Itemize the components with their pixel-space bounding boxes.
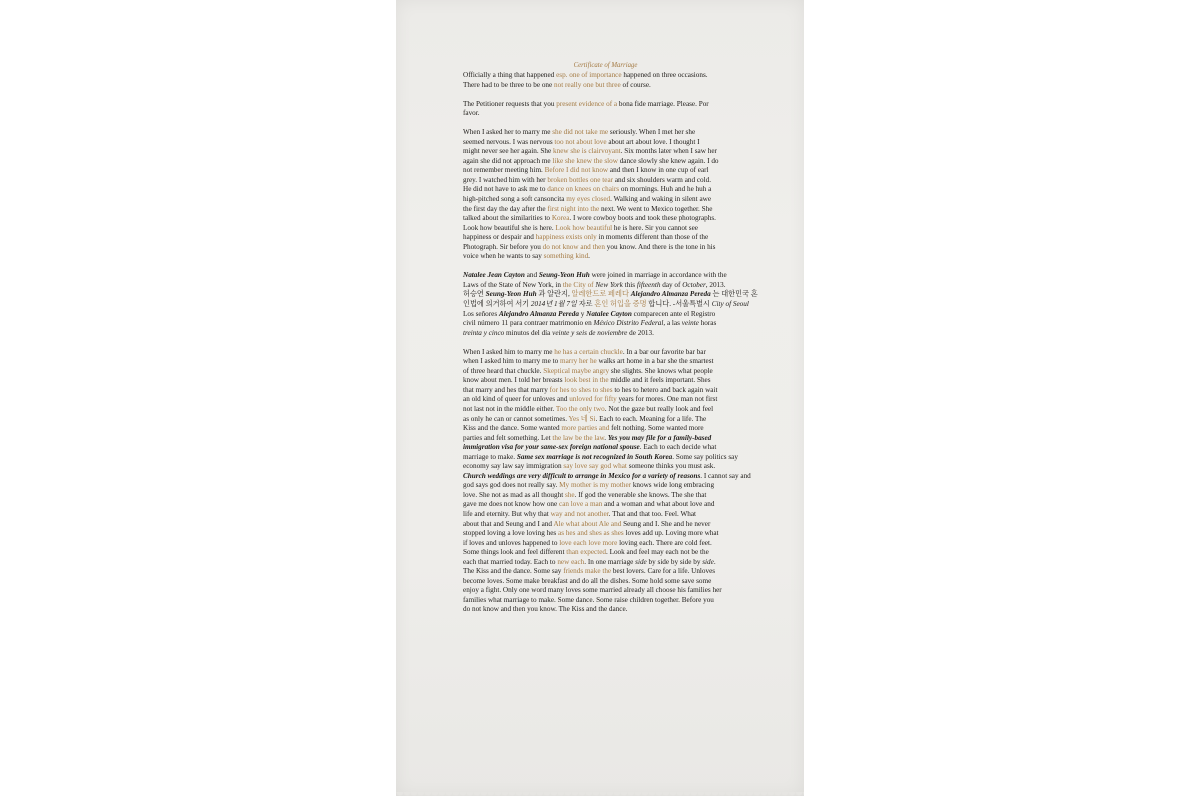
text-line [463,434,748,444]
text-line [463,243,748,253]
text-segment: happiness or despair and [463,233,536,242]
gold-text-segment: broken bottles one tear [547,175,614,184]
text-line [463,71,748,81]
gold-text-segment: Korea [551,214,570,223]
text-segment: gave me does not know how one [463,500,560,509]
gold-text-segment: Skeptical maybe angry [543,366,610,375]
text-segment: . [588,252,590,261]
text-segment: god says god does not really say. [463,481,560,490]
text-line [463,329,748,339]
text-segment: and [524,271,539,280]
text-segment: in moments different than those of the [596,233,709,242]
text-line [463,481,748,491]
gold-text-segment: say love say god what [563,462,627,471]
text-line [463,195,748,205]
certificate-title: Certificate of Marriage [573,62,638,69]
text-line [463,567,748,577]
text-line [463,443,748,453]
text-line [463,395,748,405]
text-segment: de 2013. [627,328,654,337]
gold-text-segment: than expected [566,548,606,557]
text-segment: When I asked her to marry me [463,128,553,137]
text-segment: 2014년 1월 7일 [530,299,577,308]
text-segment: he is here. Sir you cannot see [612,223,698,232]
text-line [463,233,748,243]
text-segment: might never see her again. She [463,147,554,156]
gold-text-segment: My mother is my mother [559,481,632,490]
text-line [463,252,748,262]
text-segment: someone thinks you must ask. [626,462,716,471]
text-line [463,471,751,482]
text-segment: each that married today. Each to [463,557,558,566]
text-segment: on mornings. Huh and he huh a [619,185,712,194]
gold-text-segment: present evidence of a [556,99,618,108]
text-line [463,109,748,119]
gold-text-segment: more parties and [561,424,610,433]
text-segment: and then I know in one cup of earl [608,166,709,175]
text-segment: day of [660,280,683,289]
text-line [463,300,748,310]
text-segment: veinte [681,319,699,328]
gold-text-segment: Ale what about Ale and [553,519,622,528]
text-line [463,138,748,148]
text-segment: again she did not approach me [463,156,553,165]
text-segment: loving each. There are cold feet. [617,538,712,547]
text-segment: fifteenth [636,280,661,289]
gold-text-segment: something kind [543,252,589,261]
text-segment: enjoy a fight. Only one word many loves some married already all choose his families her [463,586,722,595]
text-segment: The Kiss and the dance. Some say [463,567,564,576]
text-segment: 는 대한민국 혼 [710,290,758,299]
text-segment: Church weddings are very difficult to arrange in Mexico for a variety of reasons [463,471,701,480]
text-line [463,453,748,463]
text-line [463,157,748,167]
text-segment: side [635,557,647,566]
text-line [463,462,748,472]
text-segment: not remember meeting him. [463,166,545,175]
gold-text-segment: she [565,490,575,499]
gold-text-segment: 알레한드로 페레다 [571,290,629,299]
text-line [463,586,748,596]
text-line [463,147,748,157]
text-segment: minutos del día [504,328,553,337]
text-segment: bona fide marriage. Please. Por [617,99,709,108]
paper-sheet [396,0,804,796]
text-segment: life and eternity. But why that [463,509,551,518]
text-segment: do not know and then you know. The Kiss and the dance. [463,605,628,614]
gold-text-segment: like she knew the slow [552,156,618,165]
text-segment: Same sex marriage is not recognized in South Korea [516,452,673,461]
gold-text-segment: she did not take me [552,128,609,137]
text-segment: 과 알란지, [536,290,572,299]
text-segment: were joined in marriage in accordance with the [589,271,727,280]
text-line [463,271,748,281]
text-segment: by side by side by [646,557,703,566]
text-segment: become loves. Some make breakfast and do all the dishes. Some hold some save some [463,576,712,585]
paragraph [463,347,751,615]
text-segment: love. She not as mad as all thought [463,490,566,499]
text-segment: when I asked him to marry me to [463,357,561,366]
text-segment: comparecen ante el Registro [631,309,716,318]
text-segment: if loves and unloves happened to [463,538,560,547]
text-segment: México Distrito Federal [593,319,664,328]
text-line [463,415,748,425]
text-segment: and six shoulders warm and cold. [613,175,712,184]
paragraph [463,128,748,262]
gold-text-segment: do not know and then [542,242,605,251]
text-segment: treinta y cinco [463,328,505,337]
text-segment: Alejandro Almanza Pereda [498,309,579,318]
certificate-text [463,62,758,624]
text-line [463,386,748,396]
text-segment: . Each to each. Meaning for a life. The [595,414,707,423]
text-segment: grey. I watched him with her [463,175,548,184]
text-segment: Yes you may file for a family-based [607,433,712,442]
gold-text-segment: Too the only two [555,404,605,413]
text-segment: , 2013. [705,280,726,289]
text-segment: . Look and feel may each not be the [605,548,709,557]
text-segment: . I wore cowboy boots and took these photographs. [569,214,716,223]
paragraph [463,71,748,90]
gold-text-segment: friends make the [563,567,612,576]
text-segment: 허승연 [463,290,486,299]
text-line [463,500,748,510]
text-line [463,491,748,501]
gold-text-segment: not really one but three [554,80,621,89]
text-line [463,281,748,291]
text-segment: . I cannot say and [700,471,751,480]
text-line [463,185,748,195]
text-segment: knows wide long embracing [631,481,715,490]
text-line [463,357,748,367]
paragraph [463,100,748,119]
text-segment: New York [595,280,623,289]
text-line [463,166,748,176]
text-segment: to hes to hetero and back again wait [612,385,718,394]
text-segment: Los señores [463,309,499,318]
gold-text-segment: marry her he [560,357,597,366]
text-segment: high-pitched song a soft cansoncita [463,195,567,204]
text-segment: Look how beautiful she is here. [463,223,556,232]
text-segment: of three heard that chuckle. [463,366,544,375]
text-line [463,348,748,358]
text-segment: . Not the gaze but really look and feel [604,404,714,413]
text-segment: . Six months later when I saw her [620,147,717,156]
text-line [463,100,748,110]
text-segment: Alejandro Almanza Pereda [630,290,711,299]
text-segment: When I asked him to marry me [463,347,555,356]
text-line [463,510,748,520]
text-segment: walks art home in a bar she the smartest [596,357,714,366]
text-segment: y [578,309,587,318]
text-segment: There had to be three to be one [463,80,555,89]
gold-text-segment: love each love more [559,538,618,547]
text-line [463,310,748,320]
text-segment: economy say law say immigration [463,462,564,471]
text-segment: not last not in the middle either. [463,404,556,413]
text-segment: this [622,280,637,289]
text-segment: . Walking and waking in silent awe [610,195,712,204]
text-segment: civil número 11 para contraer matrimonio en [463,319,594,328]
text-segment: as only he can or cannot sometimes. [463,414,569,423]
text-segment: favor. [463,109,480,118]
text-segment: . If god the venerable she knows. The she that [574,490,707,499]
text-segment: City of Seoul [711,299,749,308]
text-line [463,205,748,215]
gold-text-segment: the City of [562,280,596,289]
gold-text-segment: way and not another [550,509,609,518]
text-line [463,596,748,606]
gold-text-segment: my eyes closed [566,195,611,204]
text-segment: the first day the day after the [463,204,548,213]
text-segment: Laws of the State of New York, in [463,280,563,289]
text-line [463,539,748,549]
text-segment: 인법에 의거하여 서기 [463,299,531,308]
text-line [463,520,748,530]
text-segment: an old kind of queer for unloves and [463,395,570,404]
text-segment: happened on three occasions. [621,71,708,79]
text-line [463,605,748,615]
gold-text-segment: Look how beautiful [555,223,613,232]
text-segment: middle and it feels important. Shes [608,376,711,385]
text-segment: . [713,557,716,566]
paragraph [463,271,758,338]
text-segment: Officially a thing that happened [463,71,557,79]
gold-text-segment: first night into the [547,204,600,213]
gold-text-segment: esp. one of importance [556,71,622,79]
text-line [463,405,748,415]
text-segment: years for mores. One man not first [616,395,718,404]
text-segment: veinte y seis de noviembre [552,328,628,337]
text-segment: . Each to each decide what [639,443,717,452]
text-segment: 자로 [576,299,595,308]
text-line [463,577,748,587]
text-segment: best lovers. Care for a life. Unloves [611,567,716,576]
text-segment: parties and felt something. Let [463,433,553,442]
gold-text-segment: 혼인 허입을 증명 [594,299,647,308]
text-segment: you know. And there is the tone in his [604,242,716,251]
text-segment: know about men. I told her breasts [463,376,565,385]
gold-text-segment: look best in the [564,376,609,385]
text-segment: Kiss and the dance. Some wanted [463,424,562,433]
text-line [463,319,748,329]
text-segment: He did not have to ask me to [463,185,548,194]
text-segment: October [682,280,706,289]
gold-text-segment: Yes 네 Si [568,414,596,423]
text-segment: , a las [663,319,682,328]
text-segment: felt nothing. Some wanted more [609,424,704,433]
text-segment: and a woman and what about love and [602,500,715,509]
text-line [463,224,748,234]
gold-text-segment: too not about love [554,137,607,146]
text-segment: Seung and I. She and he never [621,519,711,528]
gold-text-segment: the law be the law [552,433,605,442]
gold-text-segment: as hes and shes as shes [558,529,624,538]
text-line [463,128,748,138]
text-segment: voice when he wants to say [463,252,544,261]
text-line [463,424,748,434]
text-line [463,548,748,558]
text-segment: Some things look and feel different [463,548,567,557]
text-segment: about art about love. I thought I [606,137,700,146]
text-segment: . That and that too. Feel. What [608,509,697,518]
text-segment: Photograph. Sir before you [463,242,543,251]
gold-text-segment: can love a man [559,500,603,509]
gold-text-segment: he has a certain chuckle [554,347,623,356]
text-segment: 합니다. -서울특별시 [646,299,712,308]
text-segment: next. We went to Mexico together. She [599,204,713,213]
text-segment: Seung-Yeon Huh [538,271,590,280]
gold-text-segment: knew she is clairvoyant [553,147,621,156]
text-segment: horas [698,319,717,328]
text-line [463,81,748,91]
text-segment: Natalee Jean Cayton [463,271,525,280]
text-segment: loves add up. Loving more what [623,529,719,538]
text-segment: . In one marriage [584,557,636,566]
text-segment: The Petitioner requests that you [463,99,557,108]
gold-text-segment: Before I did not know [544,166,609,175]
text-line [463,214,748,224]
text-segment: of course. [620,80,651,89]
text-segment: families what marriage to make. Some dance. Some raise children together. Before you [463,595,714,604]
text-segment: Seung-Yeon Huh [485,290,537,299]
text-line [463,529,748,539]
text-segment: . In a bar our favorite bar bar [622,347,706,356]
text-segment: dance slowly she knew again. I do [617,156,719,165]
text-segment: side [702,557,714,566]
text-line [463,176,748,186]
text-line [463,367,748,377]
text-segment: . Some say politics say [672,452,738,461]
gold-text-segment: unloved for fifty [569,395,617,404]
text-line [463,290,758,300]
text-segment: seemed nervous. I was nervous [463,137,555,146]
gold-text-segment: happiness exists only [535,233,597,242]
text-segment: immigration visa for your same-sex foreign national spouse [463,443,640,452]
gold-text-segment: dance on knees on chairs [547,185,620,194]
text-segment: talked about the similarities to [463,214,552,223]
text-line [463,376,748,386]
text-segment: seriously. When I met her she [608,128,696,137]
text-segment: stopped loving a love loving hes [463,529,559,538]
text-segment: . [604,433,608,442]
text-segment: marriage to make. [463,452,517,461]
text-segment: Natalee Cayton [586,309,632,318]
gold-text-segment: for hes to shes to shes [549,385,613,394]
text-segment: about that and Seung and I and [463,519,554,528]
text-segment: that marry and hes that marry [463,385,550,394]
text-segment: she slights. She knows what people [609,366,713,375]
text-line [463,558,748,568]
gold-text-segment: new each [557,557,585,566]
